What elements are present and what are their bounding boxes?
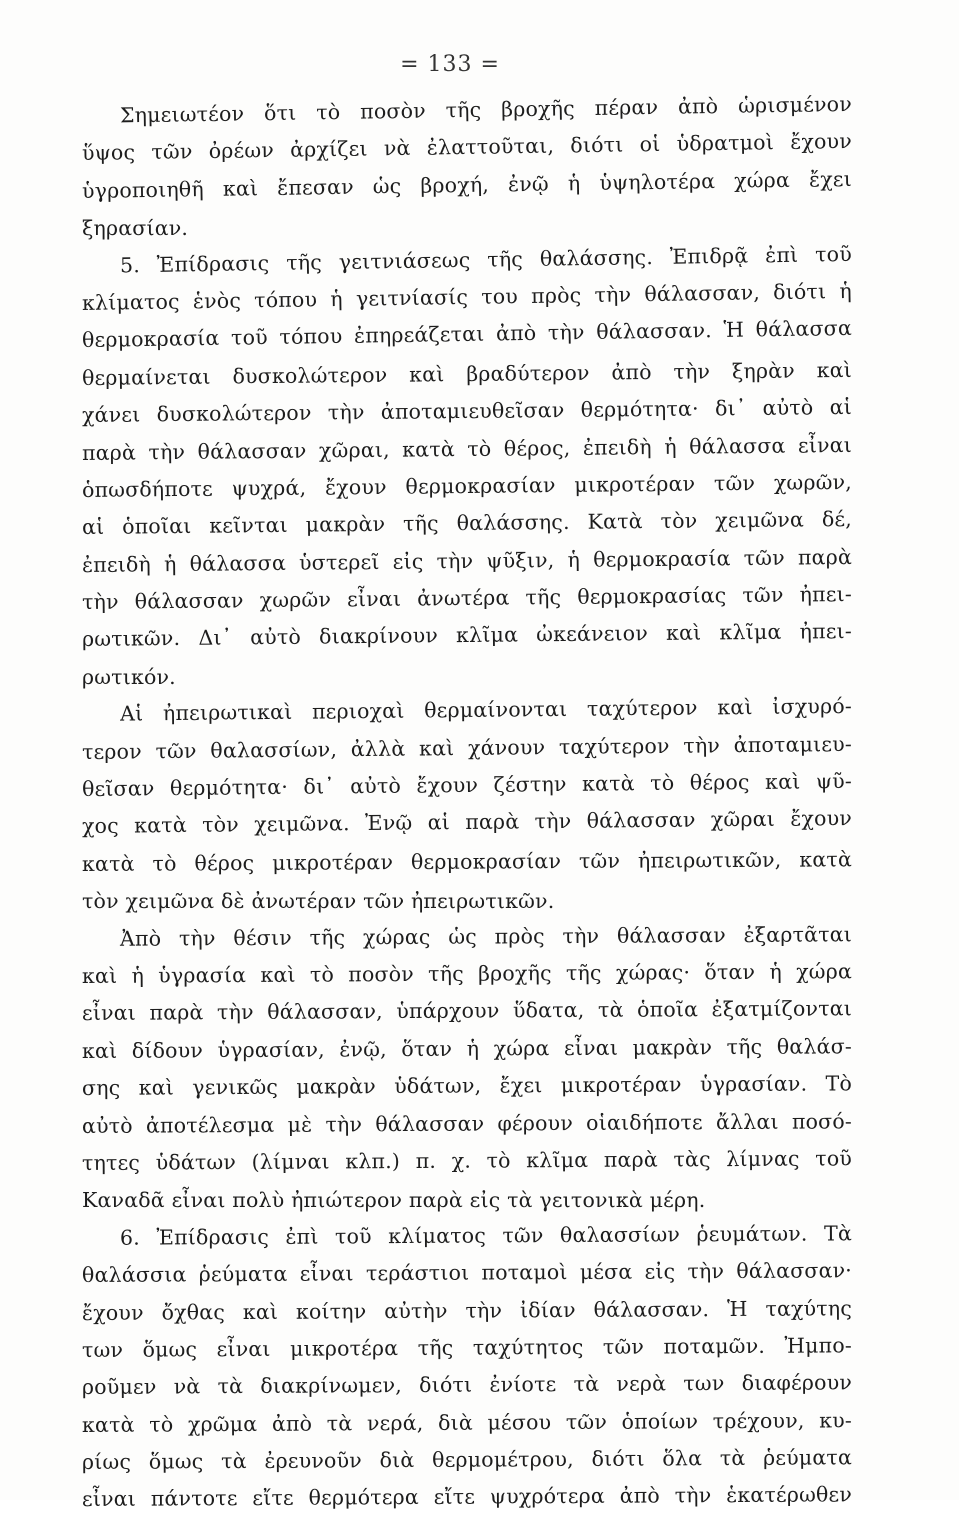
text-line: θερμοκρασία τοῦ τόπου ἐπηρεάζεται ἀπὸ τὴν θάλασσαν. Ἡ θάλασσα <box>81 316 853 353</box>
text-line: τὸν χειμῶνα δὲ ἀνωτέραν τῶν ἠπειρωτικῶν. <box>82 889 555 914</box>
text-line: τητες ὑδάτων (λίμναι κλπ.) π. χ. τὸ κλῖμα παρὰ τὰς λίμνας τοῦ <box>81 1146 853 1175</box>
text-line: Ἀπὸ τὴν θέσιν τῆς χώρας ὡς πρὸς τὴν θάλασσαν ἐξαρτᾶται <box>119 921 853 951</box>
text-line: ἔχουν ὄχθας καὶ κοίτην αὐτὴν τὴν ἰδίαν θάλασσαν. Ἡ ταχύτης <box>81 1295 853 1325</box>
text-line: παρὰ τὴν θάλασσαν χῶραι, κατὰ τὸ θέρος, ἐπειδὴ ἡ θάλασσα εἶναι <box>81 432 853 465</box>
text-line: ξηρασίαν. <box>82 216 189 241</box>
text-line: των ὅμως εἶναι μικροτέρα τῆς ταχύτητος τῶν ποταμῶν. Ἠμπο- <box>81 1333 853 1362</box>
text-line: ὑγροποιηθῆ καὶ ἔπεσαν ὡς βροχή, ἐνῷ ἡ ὑψηλοτέρα χώρα ἔχει <box>81 166 853 203</box>
text-line: θαλάσσια ῥεύματα εἶναι τεράστιοι ποταμοὶ μέσα εἰς τὴν θάλασσαν· <box>81 1258 853 1288</box>
text-line: κλίματος ἑνὸς τόπου ἡ γειτνίασίς του πρὸς τὴν θάλασσαν, διότι ἡ <box>81 278 853 315</box>
text-line: ροῦμεν νὰ τὰ διακρίνωμεν, διότι ἐνίοτε τὰ νερὰ των διαφέρουν <box>81 1370 853 1400</box>
text-line: ρίως ὅμως τὰ ἐρευνοῦν διὰ θερμομέτρου, διότι ὅλα τὰ ῥεύματα <box>81 1445 853 1475</box>
text-line: χάνει δυσκολώτερον τὴν ἀποταμιευθεῖσαν θερμότητα· δι᾽ αὐτὸ αἱ <box>81 395 853 428</box>
section-heading-line: 6. Ἐπίδρασις ἐπὶ τοῦ κλίματος τῶν θαλασσίων ῥευμάτων. Τὰ <box>119 1221 853 1250</box>
text-line: Καναδᾶ εἶναι πολὺ ἠπιώτερον παρὰ εἰς τὰ γειτονικὰ μέρη. <box>82 1188 706 1213</box>
text-line: χος κατὰ τὸν χειμῶνα. Ἐνῷ αἱ παρὰ τὴν θάλασσαν χῶραι ἔχουν <box>81 806 853 839</box>
text-line: κατὰ τὸ θέρος μικροτέραν θερμοκρασίαν τῶν ἠπειρωτικῶν, κατὰ <box>81 847 853 876</box>
text-line: αἱ ὁποῖαι κεῖνται μακρὰν τῆς θαλάσσης. Κατὰ τὸν χειμῶνα δέ, <box>81 507 853 540</box>
text-line: θεῖσαν θερμότητα· δι᾽ αὐτὸ ἔχουν ζέστην κατὰ τὸ θέρος καὶ ψῦ- <box>81 768 853 802</box>
text-line: τὴν θάλασσαν χωρῶν εἶναι ἀνωτέρα τῆς θερμοκρασίας τῶν ἠπει- <box>81 582 853 615</box>
text-line: σης καὶ γενικῶς μακρὰν ὑδάτων, ἔχει μικροτέραν ὑγρασίαν. Τὸ <box>81 1071 853 1101</box>
text-line: Σημειωτέον ὅτι τὸ ποσὸν τῆς βροχῆς πέραν ἀπὸ ὡρισμένον <box>119 91 853 128</box>
text-line: εἶναι πάντοτε εἴτε θερμότερα εἴτε ψυχρότερα ἀπὸ τὴν ἑκατέρωθεν <box>81 1482 853 1512</box>
text-line: θερμαίνεται δυσκολώτερον καὶ βραδύτερον ἀπὸ τὴν ξηρὰν καὶ <box>81 357 853 390</box>
text-line: εἶναι παρὰ τὴν θάλασσαν, ὑπάρχουν ὕδατα, τὰ ὁποῖα ἐξατμίζονται <box>81 996 853 1026</box>
body-text <box>81 91 853 1519</box>
text-line: ρωτικῶν. Δι᾽ αὐτὸ διακρίνουν κλῖμα ὠκεάνειον καὶ κλῖμα ἠπει- <box>81 619 853 652</box>
text-line: ρωτικόν. <box>82 664 176 689</box>
text-line: τερον τῶν θαλασσίων, ἀλλὰ καὶ χάνουν ταχύτερον τὴν ἀποταμιευ- <box>81 731 853 764</box>
text-line: ὕψος τῶν ὀρέων ἀρχίζει νὰ ἐλαττοῦται, διότι οἱ ὑδρατμοὶ ἔχουν <box>81 129 853 166</box>
text-line: καὶ δίδουν ὑγρασίαν, ἐνῷ, ὅταν ἡ χώρα εἶναι μακρὰν τῆς θαλάσ- <box>81 1034 853 1063</box>
text-line: ὁπωσδήποτε ψυχρά, ἔχουν θερμοκρασίαν μικροτέραν τῶν χωρῶν, <box>81 469 853 502</box>
section-heading-line: 5. Ἐπίδρασις τῆς γειτνιάσεως τῆς θαλάσσης. Ἐπιδρᾷ ἐπὶ τοῦ <box>119 241 853 277</box>
page-number: = 133 = <box>400 52 500 77</box>
text-line: αὐτὸ ἀποτέλεσμα μὲ τὴν θάλασσαν φέρουν οἱαιδήποτε ἄλλαι ποσό- <box>81 1108 853 1138</box>
text-line: ἐπειδὴ ἡ θάλασσα ὑστερεῖ εἰς τὴν ψῦξιν, ἡ θερμοκρασία τῶν παρὰ <box>81 544 853 577</box>
text-line: κατὰ τὸ χρῶμα ἀπὸ τὰ νερά, διὰ μέσου τῶν ὁποίων τρέχουν, κυ- <box>81 1407 853 1437</box>
text-line: καὶ ἡ ὑγρασία καὶ τὸ ποσὸν τῆς βροχῆς τῆς χώρας· ὅταν ἡ χώρα <box>81 959 853 988</box>
text-line: Αἱ ἠπειρωτικαὶ περιοχαὶ θερμαίνονται ταχύτερον καὶ ἰσχυρό- <box>119 694 853 726</box>
